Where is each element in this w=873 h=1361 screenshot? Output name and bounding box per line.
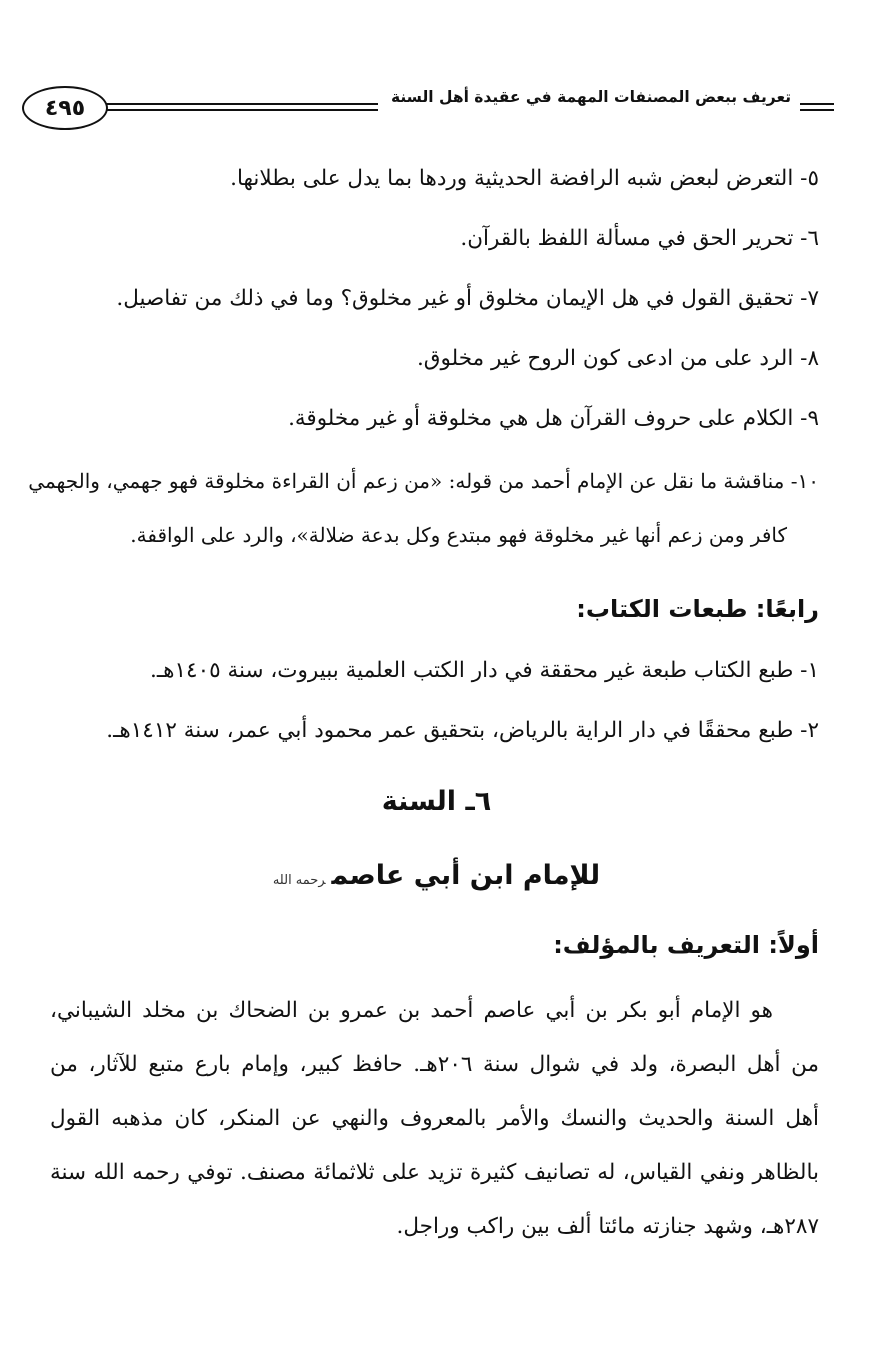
header-rule [800,103,834,111]
section-heading: رابعًا: طبعات الكتاب: [576,595,819,623]
list-item: ٧- تحقيق القول في هل الإيمان مخلوق أو غير مخلوق؟ وما في ذلك من تفاصيل. [116,286,819,311]
running-header [22,86,822,136]
page-number: ٤٩٥ [22,86,108,130]
paragraph-line: ٢٨٧هـ، وشهد جنازته مائتا ألف بين راكب وراجل. [396,1214,819,1239]
section-heading: أولاً: التعريف بالمؤلف: [553,931,819,959]
paragraph-line: هو الإمام أبو بكر بن أبي عاصم أحمد بن عمرو بن الضحاك بن مخلد الشيباني، [50,998,773,1023]
list-item-continuation: كافر ومن زعم أنها غير مخلوقة فهو مبتدع وكل بدعة ضلالة»، والرد على الواقفة. [130,523,787,547]
list-item: ٨- الرد على من ادعى كون الروح غير مخلوق. [416,346,819,371]
paragraph-line: من أهل البصرة، ولد في شوال سنة ٢٠٦هـ. حافظ كبير، وإمام بارع متبع للآثار، من [50,1052,819,1077]
list-item: ١- طبع الكتاب طبعة غير محققة في دار الكتب العلمية ببيروت، سنة ١٤٠٥هـ. [149,658,819,683]
running-header-title: تعريف ببعض المصنفات المهمة في عقيدة أهل السنة [390,88,792,106]
book-title: ٦ـ السنة [381,786,492,817]
book-author-line [0,856,873,901]
list-item: ٢- طبع محققًا في دار الراية بالرياض، بتحقيق عمر محمود أبي عمر، سنة ١٤١٢هـ. [106,718,819,743]
list-item: ٥- التعرض لبعض شبه الرافضة الحديثية وردها بما يدل على بطلانها. [230,166,819,191]
list-item: ٦- تحرير الحق في مسألة اللفظ بالقرآن. [460,226,819,251]
list-item: ٩- الكلام على حروف القرآن هل هي مخلوقة أو غير مخلوقة. [288,406,819,431]
honorific-glyph: رحمه الله [272,873,326,888]
paragraph-line: أهل السنة والحديث والنسك والأمر بالمعروف والنهي عن المنكر، كان مذهبه القول [50,1106,819,1131]
book-author: للإمام ابن أبي عاصم [331,860,601,891]
header-rule [106,103,378,111]
list-item: ١٠- مناقشة ما نقل عن الإمام أحمد من قوله: «من زعم أن القراءة مخلوقة فهو جهمي، والجهمي [28,469,819,493]
paragraph-line: بالظاهر ونفي القياس، له تصانيف كثيرة تزيد على ثلاثمائة مصنف. توفي رحمه الله سنة [50,1160,819,1185]
